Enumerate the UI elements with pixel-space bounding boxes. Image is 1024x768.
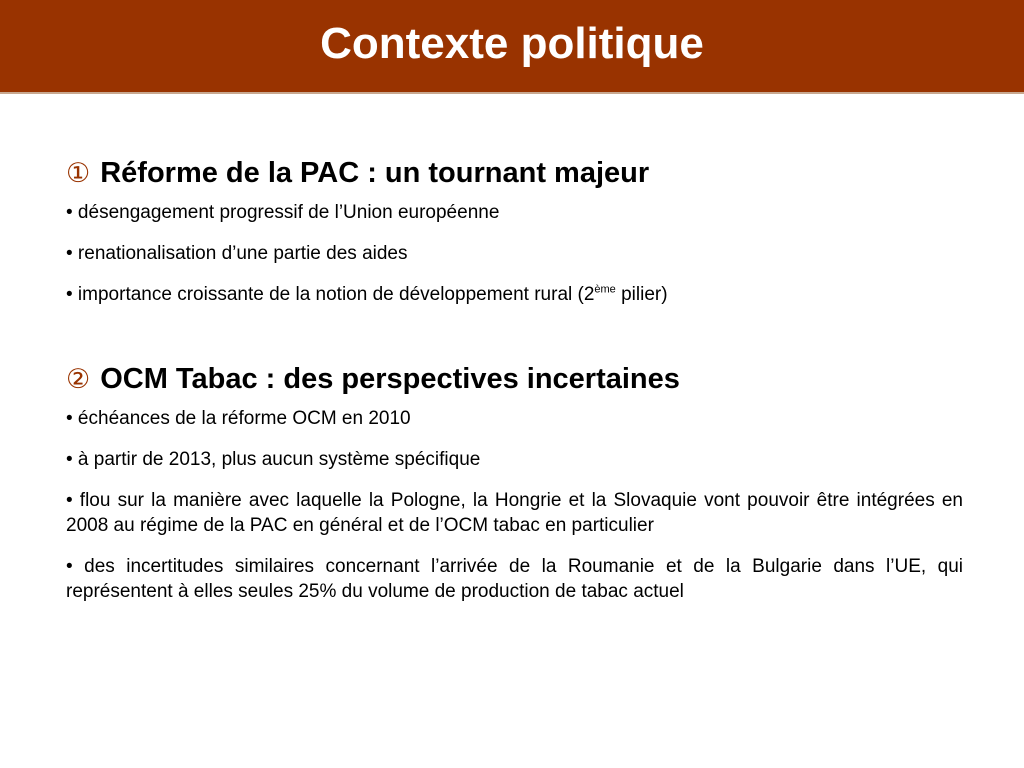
bullet-item: • désengagement progressif de l’Union européenne bbox=[66, 202, 500, 223]
title-bar bbox=[0, 0, 1024, 94]
bullet-item: • des incertitudes similaires concernant l’arrivée de la Roumanie et de la Bulgarie dans l’UE, qui représentent à elles seules 25% du volume de production de tabac actuel bbox=[66, 556, 963, 602]
circled-number-two-icon: ② bbox=[66, 364, 91, 395]
section-heading-text: Réforme de la PAC : un tournant majeur bbox=[100, 157, 650, 189]
section-heading-text: OCM Tabac : des perspectives incertaines bbox=[100, 363, 680, 395]
circled-number-one-icon: ① bbox=[66, 158, 91, 189]
section-heading-pac-reform bbox=[66, 153, 963, 194]
bullet-item: • échéances de la réforme OCM en 2010 bbox=[66, 408, 411, 429]
slide-content bbox=[66, 150, 963, 604]
bullet-item: • flou sur la manière avec laquelle la Pologne, la Hongrie et la Slovaquie vont pouvoir être intégrées en 2008 au régime de la PAC en général et de l’OCM tabac en particulier bbox=[66, 490, 963, 536]
bullet-text-end: pilier) bbox=[615, 284, 668, 305]
bullet-item: • renationalisation d’une partie des aides bbox=[66, 243, 408, 264]
bullet-text-start: • importance croissante de la notion de développement rural (2 bbox=[66, 284, 595, 305]
ordinal-superscript: ème bbox=[594, 283, 616, 296]
slide-title: Contexte politique bbox=[320, 19, 704, 68]
section-heading-ocm-tabac bbox=[66, 359, 963, 400]
bullet-item-rural-development bbox=[66, 282, 963, 307]
bullet-item: • à partir de 2013, plus aucun système spécifique bbox=[66, 449, 481, 470]
